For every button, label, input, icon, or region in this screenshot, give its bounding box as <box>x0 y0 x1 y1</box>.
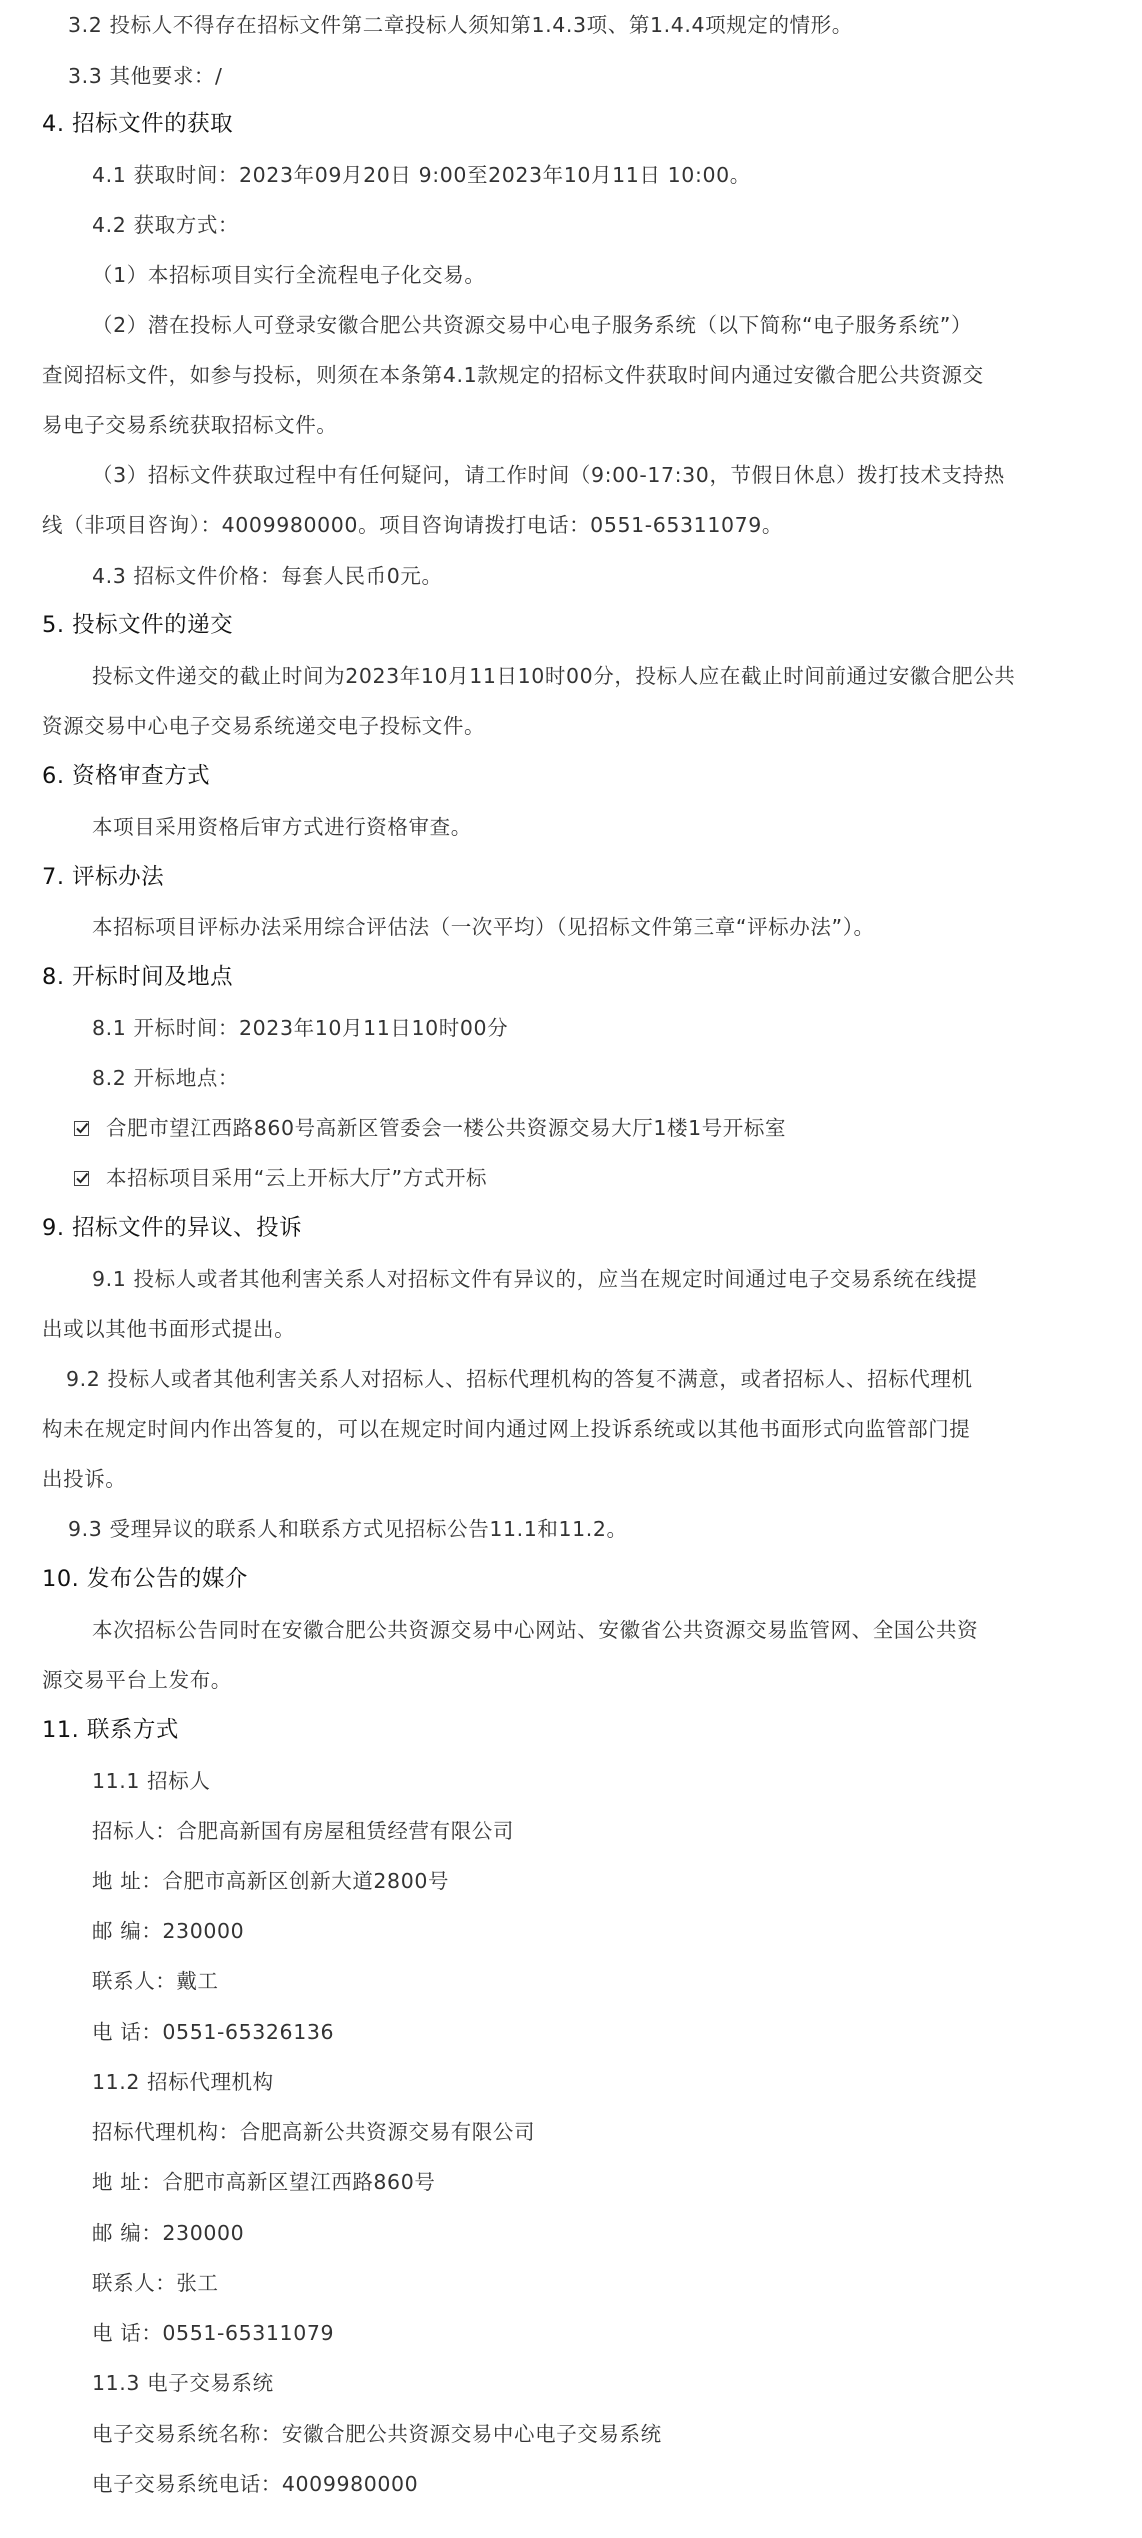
section-10-line-2: 源交易平台上发布。 <box>42 1668 232 1692</box>
section-5-heading: 5. 投标文件的递交 <box>42 612 234 638</box>
tenderer-postcode: 邮 编：230000 <box>92 1919 245 1943</box>
item-4-1: 4.1 获取时间：2023年09月20日 9:00至2023年10月11日 10:00。 <box>92 163 751 187</box>
item-9-1-line-1: 9.1 投标人或者其他利害关系人对招标文件有异议的，应当在规定时间通过电子交易系统在线提 <box>92 1267 978 1291</box>
method-3-line-1: （3）招标文件获取过程中有任何疑问，请工作时间（9:00-17:30，节假日休息）拨打技术支持热 <box>92 463 1005 487</box>
section-7-heading: 7. 评标办法 <box>42 864 165 890</box>
item-11-3: 11.3 电子交易系统 <box>92 2371 274 2395</box>
agency-postcode: 邮 编：230000 <box>92 2221 245 2245</box>
item-9-1-line-2: 出或以其他书面形式提出。 <box>42 1317 296 1341</box>
section-4-heading: 4. 招标文件的获取 <box>42 111 234 137</box>
checkmark-icon <box>74 1170 90 1186</box>
agency-contact: 联系人：张工 <box>92 2271 219 2295</box>
item-9-3: 9.3 受理异议的联系人和联系方式见招标公告11.1和11.2。 <box>68 1517 628 1541</box>
method-2-line-1: （2）潜在投标人可登录安徽合肥公共资源交易中心电子服务系统（以下简称“电子服务系统”） <box>92 313 973 337</box>
system-name: 电子交易系统名称：安徽合肥公共资源交易中心电子交易系统 <box>92 2422 662 2446</box>
item-9-2-line-1: 9.2 投标人或者其他利害关系人对招标人、招标代理机构的答复不满意，或者招标人、招标代理机 <box>66 1367 973 1391</box>
section-8-heading: 8. 开标时间及地点 <box>42 964 234 990</box>
venue-checkbox-1[interactable] <box>74 1121 89 1136</box>
method-1: （1）本招标项目实行全流程电子化交易。 <box>92 263 486 287</box>
method-2-line-3: 易电子交易系统获取招标文件。 <box>42 413 338 437</box>
tenderer-name: 招标人：合肥高新国有房屋租赁经营有限公司 <box>92 1819 514 1843</box>
item-8-2: 8.2 开标地点： <box>92 1066 240 1090</box>
system-phone: 电子交易系统电话：4009980000 <box>92 2472 419 2496</box>
section-5-line-1: 投标文件递交的截止时间为2023年10月11日10时00分，投标人应在截止时间前通过安徽合肥公共 <box>92 664 1016 688</box>
method-2-line-2: 查阅招标文件，如参与投标，则须在本条第4.1款规定的招标文件获取时间内通过安徽合肥公共资源交 <box>42 363 984 387</box>
section-11-heading: 11. 联系方式 <box>42 1717 179 1743</box>
agency-name: 招标代理机构：合肥高新公共资源交易有限公司 <box>92 2120 536 2144</box>
item-8-1: 8.1 开标时间：2023年10月11日10时00分 <box>92 1016 509 1040</box>
section-9-heading: 9. 招标文件的异议、投诉 <box>42 1215 303 1241</box>
section-10-line-1: 本次招标公告同时在安徽合肥公共资源交易中心网站、安徽省公共资源交易监管网、全国公共资 <box>92 1618 979 1642</box>
item-11-2: 11.2 招标代理机构 <box>92 2070 274 2094</box>
item-4-3: 4.3 招标文件价格：每套人民币0元。 <box>92 564 443 588</box>
section-7-body: 本招标项目评标办法采用综合评估法（一次平均）（见招标文件第三章“评标办法”）。 <box>92 915 875 939</box>
method-3-line-2: 线（非项目咨询）：4009980000。项目咨询请拨打电话：0551-65311079。 <box>42 513 783 537</box>
venue-option-2: 本招标项目采用“云上开标大厅”方式开标 <box>106 1166 488 1190</box>
agency-phone: 电 话：0551-65311079 <box>92 2321 335 2345</box>
agency-address: 地 址：合肥市高新区望江西路860号 <box>92 2170 436 2194</box>
item-3-2: 3.2 投标人不得存在招标文件第二章投标人须知第1.4.3项、第1.4.4项规定的情形。 <box>68 13 853 37</box>
tenderer-address: 地 址：合肥市高新区创新大道2800号 <box>92 1869 450 1893</box>
tenderer-phone: 电 话：0551-65326136 <box>92 2020 335 2044</box>
checkmark-icon <box>74 1120 90 1136</box>
item-3-3: 3.3 其他要求：/ <box>68 64 223 88</box>
item-9-2-line-3: 出投诉。 <box>42 1467 127 1491</box>
venue-checkbox-2[interactable] <box>74 1171 89 1186</box>
tenderer-contact: 联系人：戴工 <box>92 1969 219 1993</box>
section-10-heading: 10. 发布公告的媒介 <box>42 1566 248 1592</box>
section-5-line-2: 资源交易中心电子交易系统递交电子投标文件。 <box>42 714 486 738</box>
item-11-1: 11.1 招标人 <box>92 1769 211 1793</box>
item-4-2: 4.2 获取方式： <box>92 213 240 237</box>
item-9-2-line-2: 构未在规定时间内作出答复的，可以在规定时间内通过网上投诉系统或以其他书面形式向监管部门提 <box>42 1417 971 1441</box>
venue-option-1: 合肥市望江西路860号高新区管委会一楼公共资源交易大厅1楼1号开标室 <box>106 1116 787 1140</box>
section-6-body: 本项目采用资格后审方式进行资格审查。 <box>92 815 472 839</box>
section-6-heading: 6. 资格审查方式 <box>42 763 211 789</box>
